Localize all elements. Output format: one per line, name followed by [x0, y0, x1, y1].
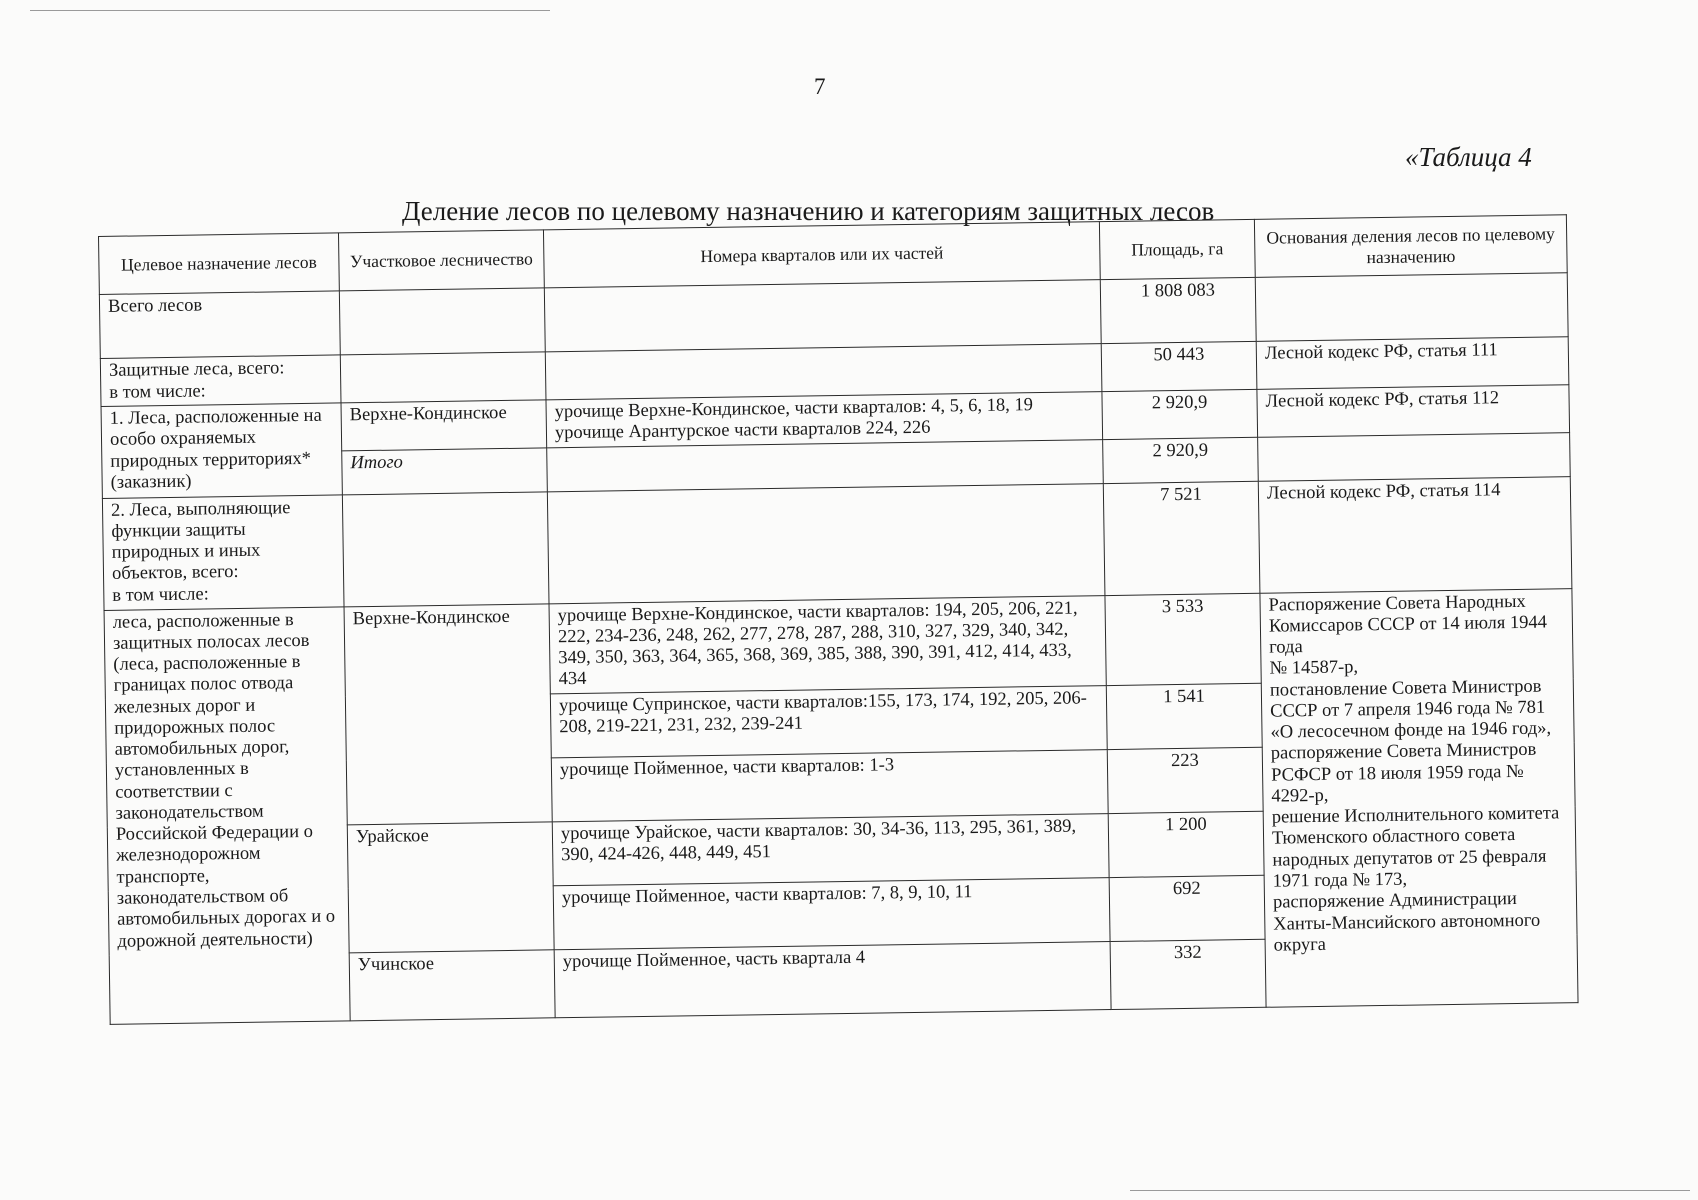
strips-quarters-2-2: урочище Пойменное, части кварталов: 7, 8, 9, 10, 11 — [553, 877, 1110, 949]
protective-area: 50 443 — [1101, 341, 1257, 391]
strips-area-2-2: 692 — [1109, 875, 1265, 941]
forest-division-table — [98, 214, 1579, 1024]
oopt-forestry: Верхне-Кондинское — [341, 400, 547, 451]
protection-purpose: 2. Леса, выполняющие функции защиты природных и иных объектов, всего: в том числе: — [102, 494, 344, 610]
strips-basis: Распоряжение Совета Народных Комиссаров СССР от 14 июля 1944 года № 14587-р, постановление Совета Министров СССР от 7 апреля 1946 года № 781 «О лесосечном фонде на 1946 год», распоряжение Совета Министров РСФСР от 18 июля 1959 года № 4292-р, решение Исполнительного комитета Тюменского областного совета народных депутатов от 25 февраля 1971 года № 173, распоряжение Администрации Ханты-Мансийского автономного округа — [1260, 588, 1578, 1007]
oopt-quarters: урочище Верхне-Кондинское, части кварталов: 4, 5, 6, 18, 19 урочище Арантурское части кварталов 224, 226 — [546, 392, 1103, 448]
strips-area-1-1: 3 533 — [1105, 593, 1261, 685]
oopt-area: 2 920,9 — [1102, 389, 1258, 439]
row-protection — [102, 476, 1572, 610]
oopt-purpose: 1. Леса, расположенные на особо охраняемых природных территориях* (заказник) — [101, 403, 342, 498]
strips-area-3-1: 332 — [1110, 939, 1266, 1009]
document-title: Деление лесов по целевому назначению и категориям защитных лесов — [402, 196, 1215, 226]
total-basis — [1255, 273, 1568, 342]
strips-quarters-3-1: урочище Пойменное, часть квартала 4 — [554, 941, 1111, 1017]
strips-area-1-2: 1 541 — [1106, 683, 1262, 749]
header-purpose: Целевое назначение лесов — [99, 233, 340, 295]
strips-forestry-2: Урайское — [347, 821, 554, 952]
strips-purpose: леса, расположенные в защитных полосах лесов (леса, расположенные в границах полос отвода железных дорог и придорожных полос автомобильных дорог, установленных в соответствии с законодательством Российской Федерации о железнодорожном транспорте, законодательством об автомобильных дорогах и о дорожной деятельности) — [104, 606, 350, 1024]
protection-area: 7 521 — [1103, 481, 1260, 595]
total-quarters — [544, 280, 1101, 352]
oopt-subtotal-basis — [1258, 432, 1571, 481]
strips-quarters-1-1: урочище Верхне-Кондинское, части кварталов: 194, 205, 206, 221, 222, 234-236, 248, 262, 277, 278, 287, 288, 310, 327, 329, 340, 342, 349, 350, 363, 364, 365, 368, 369, 385, 388, 390, 391, 412, 414, 433, 434 — [549, 595, 1106, 693]
header-area: Площадь, га — [1099, 219, 1255, 279]
protective-basis: Лесной кодекс РФ, статья 111 — [1256, 337, 1569, 390]
total-forestry — [339, 288, 545, 355]
scan-artifact-line — [30, 10, 550, 11]
page-number: 7 — [814, 74, 826, 99]
protective-purpose: Защитные леса, всего: в том числе: — [100, 355, 341, 407]
protective-quarters — [545, 344, 1102, 400]
oopt-subtotal-label: Итого — [342, 447, 548, 494]
header-forestry: Участковое лесничество — [338, 230, 544, 291]
protective-forestry — [340, 352, 546, 403]
strips-area-2-1: 1 200 — [1108, 811, 1264, 877]
strips-quarters-1-2: урочище Супринское, части кварталов:155, 173, 174, 192, 205, 206-208, 219-221, 231, 232, 239-241 — [550, 685, 1107, 757]
strips-quarters-2-1: урочище Урайское, части кварталов: 30, 34-36, 113, 295, 361, 389, 390, 424-426, 448, 449, 451 — [552, 813, 1109, 885]
protection-forestry — [342, 491, 549, 606]
strips-forestry-3: Учинское — [349, 949, 555, 1020]
total-area: 1 808 083 — [1100, 277, 1256, 343]
protection-quarters — [547, 483, 1105, 603]
strips-area-1-3: 223 — [1107, 747, 1263, 813]
header-quarters: Номера кварталов или их частей — [543, 222, 1100, 288]
protection-basis: Лесной кодекс РФ, статья 114 — [1258, 476, 1572, 593]
oopt-subtotal-area: 2 920,9 — [1103, 437, 1259, 483]
header-basis: Основания деления лесов по целевому назначению — [1254, 215, 1567, 278]
scan-artifact-line — [1130, 1190, 1690, 1191]
strips-quarters-1-3: урочище Пойменное, части кварталов: 1-3 — [551, 749, 1108, 821]
strips-forestry-1: Верхне-Кондинское — [344, 603, 552, 824]
table-reference: «Таблица 4 — [1405, 142, 1532, 172]
oopt-basis: Лесной кодекс РФ, статья 112 — [1257, 385, 1570, 437]
total-purpose: Всего лесов — [99, 291, 340, 359]
